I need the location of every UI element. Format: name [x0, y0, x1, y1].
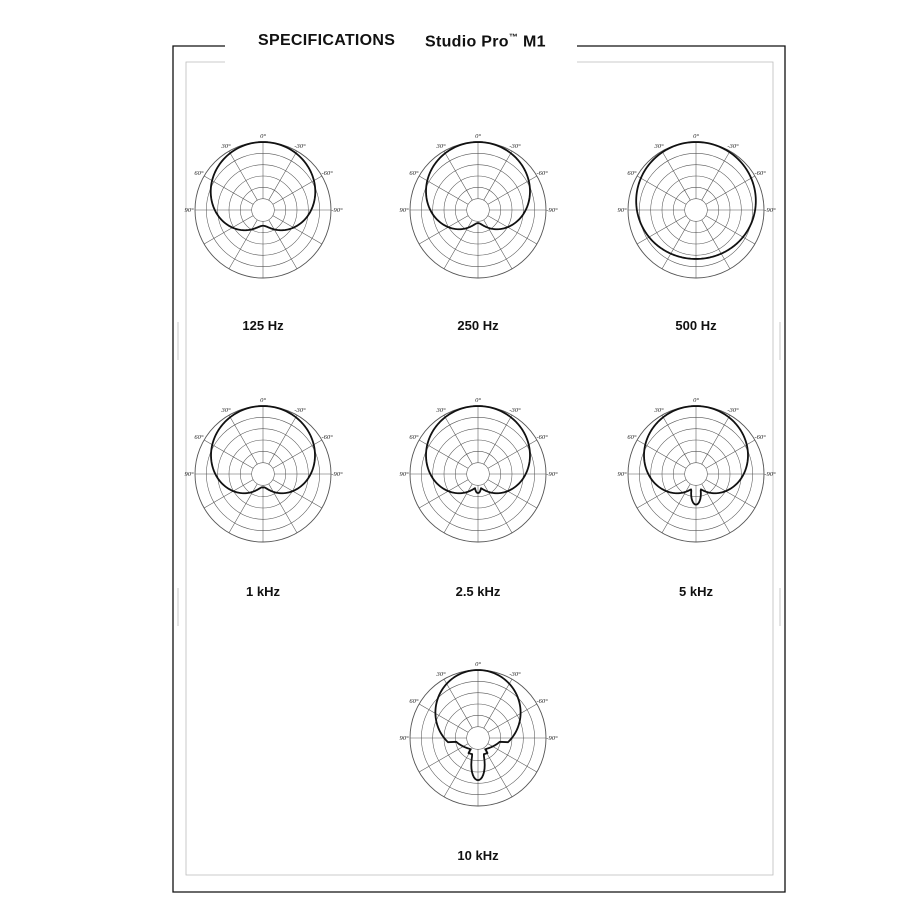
frequency-label: 5 kHz [679, 584, 713, 599]
angle-label: -60° [536, 434, 548, 441]
section-title: SPECIFICATIONS [258, 32, 396, 49]
angle-label: 30° [436, 406, 446, 414]
angle-label: 0° [475, 661, 481, 668]
angle-label: 0° [260, 397, 266, 404]
angle-label: -60° [754, 170, 766, 177]
angle-label: -30° [509, 670, 521, 678]
angle-label: 60° [409, 698, 419, 705]
polar-plot [173, 120, 353, 300]
angle-label: 0° [693, 397, 699, 404]
angle-label: -30° [509, 406, 521, 414]
angle-label: 90° [399, 735, 409, 742]
angle-label: -30° [294, 142, 306, 150]
grid-ring [252, 463, 275, 486]
frequency-label: 125 Hz [242, 318, 284, 333]
angle-label: 30° [436, 670, 446, 678]
product-title [425, 32, 546, 51]
angle-label: 90° [399, 207, 409, 214]
angle-label: -90° [331, 207, 343, 214]
angle-label: 60° [627, 434, 637, 441]
angle-label: 90° [617, 207, 627, 214]
frequency-label: 250 Hz [457, 318, 499, 333]
angle-label: 30° [221, 406, 231, 414]
grid-ring [685, 463, 708, 486]
angle-label: 0° [260, 133, 266, 140]
angle-label: 0° [475, 133, 481, 140]
angle-label: 0° [693, 133, 699, 140]
angle-label: 0° [475, 397, 481, 404]
angle-label: -90° [546, 207, 558, 214]
polar-plot [388, 648, 568, 828]
frequency-label: 1 kHz [246, 584, 280, 599]
angle-label: -30° [294, 406, 306, 414]
angle-label: 60° [627, 170, 637, 177]
angle-label: 60° [409, 170, 419, 177]
polar-plot [606, 384, 786, 564]
polar-chart [173, 384, 353, 564]
polar-plot [388, 384, 568, 564]
polar-plot [606, 120, 786, 300]
polar-plot [173, 384, 353, 564]
angle-label: 30° [221, 142, 231, 150]
polar-chart [388, 384, 568, 564]
angle-label: -60° [321, 434, 333, 441]
angle-label: 30° [654, 406, 664, 414]
polar-plot [388, 120, 568, 300]
angle-label: -90° [546, 471, 558, 478]
angle-label: 90° [184, 471, 194, 478]
product-model: M1 [522, 33, 546, 51]
grid-ring [467, 727, 490, 750]
angle-label: -90° [764, 207, 776, 214]
angle-label: -30° [727, 406, 739, 414]
angle-label: 90° [399, 471, 409, 478]
angle-label: 60° [194, 170, 204, 177]
angle-label: -30° [509, 142, 521, 150]
angle-label: 60° [409, 434, 419, 441]
frequency-label: 2.5 kHz [455, 584, 501, 599]
polar-chart [606, 120, 786, 300]
angle-label: 30° [436, 142, 446, 150]
angle-label: -60° [536, 170, 548, 177]
frequency-label: 10 kHz [457, 848, 499, 863]
angle-label: -60° [536, 698, 548, 705]
angle-label: -30° [727, 142, 739, 150]
polar-chart [388, 648, 568, 828]
angle-label: 60° [194, 434, 204, 441]
grid-ring [467, 463, 490, 486]
polar-chart [173, 120, 353, 300]
angle-label: -90° [546, 735, 558, 742]
grid-ring [685, 199, 708, 222]
angle-label: -60° [754, 434, 766, 441]
polar-chart [388, 120, 568, 300]
angle-label: 30° [654, 142, 664, 150]
angle-label: 90° [184, 207, 194, 214]
frequency-label: 500 Hz [675, 318, 717, 333]
angle-label: -60° [321, 170, 333, 177]
polar-chart [606, 384, 786, 564]
angle-label: -90° [331, 471, 343, 478]
angle-label: 90° [617, 471, 627, 478]
grid-ring [252, 199, 275, 222]
product-name: Studio Pro [425, 33, 509, 51]
trademark-mark: ™ [508, 32, 519, 42]
grid-ring [467, 199, 490, 222]
angle-label: -90° [764, 471, 776, 478]
